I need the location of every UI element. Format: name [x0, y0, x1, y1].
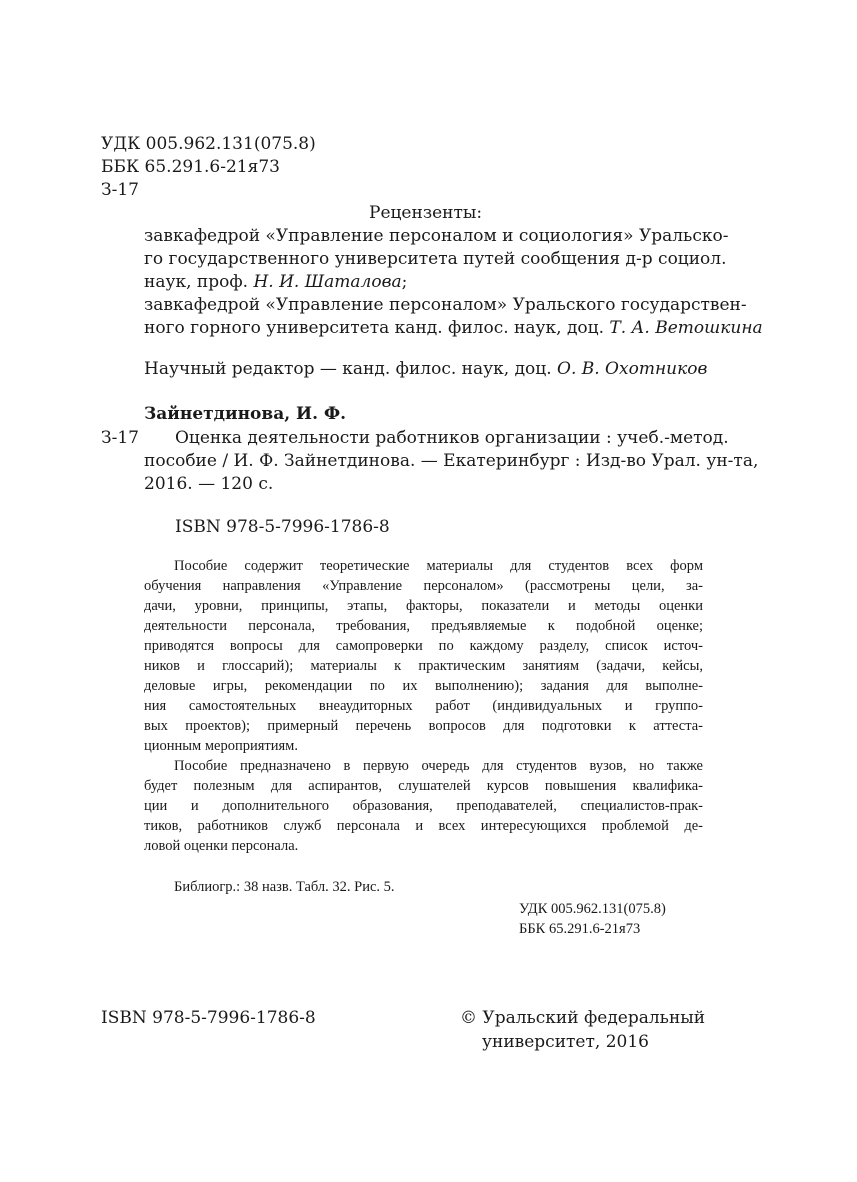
- bibliography-note: Библиогр.: 38 назв. Табл. 32. Рис. 5.: [174, 879, 395, 895]
- reviewer-1-line: го государственного университета путей сообщения д-р социол.: [144, 249, 727, 269]
- reviewer-2-line: завкафедрой «Управление персоналом» Уральского государствен-: [144, 295, 747, 315]
- abstract-line: ционным мероприятиям.: [144, 738, 298, 754]
- scientific-editor: [144, 357, 707, 381]
- abstract-line: вых проектов); примерный перечень вопросов для подготовки к аттеста-: [144, 718, 703, 734]
- entry-code: З-17: [101, 428, 139, 448]
- reviewer-1-name: Н. И. Шаталова: [253, 272, 402, 292]
- reviewer-1-line: завкафедрой «Управление персоналом и социология» Уральско-: [144, 226, 729, 246]
- abstract-line: обучения направления «Управление персоналом» (рассмотрены цели, за-: [144, 578, 703, 594]
- entry-isbn: ISBN 978-5-7996-1786-8: [175, 517, 390, 537]
- reviewer-1-line: [144, 270, 407, 294]
- entry-title-line: 2016. — 120 с.: [144, 474, 274, 494]
- udk-code: УДК 005.962.131(075.8): [101, 134, 316, 154]
- udk-code-bottom: УДК 005.962.131(075.8): [519, 901, 666, 917]
- abstract-line: ции и дополнительного образования, преподавателей, специалистов-прак-: [144, 798, 703, 814]
- editor-prefix: Научный редактор — канд. филос. наук, доц.: [144, 359, 558, 379]
- reviewers-title: Рецензенты:: [369, 203, 483, 223]
- editor-name: О. В. Охотников: [557, 359, 708, 379]
- bbk-code-bottom: ББК 65.291.6-21я73: [519, 921, 641, 937]
- bbk-code: ББК 65.291.6-21я73: [101, 157, 280, 177]
- copyright-line: © Уральский федеральный: [460, 1008, 706, 1028]
- abstract-line: тиков, работников служб персонала и всех интересующихся проблемой де-: [144, 818, 703, 834]
- reviewer-1-suffix: ;: [401, 272, 408, 292]
- reviewer-2-line: [144, 316, 763, 340]
- abstract-line: деловые игры, рекомендации по их выполнению); задания для выполне-: [144, 678, 703, 694]
- copyright-line: университет, 2016: [482, 1032, 649, 1052]
- abstract-line: будет полезным для аспирантов, слушателей курсов повышения квалифика-: [144, 778, 703, 794]
- abstract-line: дачи, уровни, принципы, этапы, факторы, показатели и методы оценки: [144, 598, 703, 614]
- reviewer-2-name: Т. А. Ветошкина: [609, 318, 763, 338]
- abstract-line: приводятся вопросы для самопроверки по каждому разделу, список источ-: [144, 638, 703, 654]
- footer-isbn: ISBN 978-5-7996-1786-8: [101, 1008, 316, 1028]
- abstract-line: ловой оценки персонала.: [144, 838, 299, 854]
- reviewer-1-prefix: наук, проф.: [144, 272, 254, 292]
- abstract-line: Пособие предназначено в первую очередь для студентов вузов, но также: [174, 758, 703, 774]
- entry-title-line: пособие / И. Ф. Зайнетдинова. — Екатеринбург : Изд-во Урал. ун-та,: [144, 451, 759, 471]
- abstract-line: Пособие содержит теоретические материалы для студентов всех форм: [174, 558, 703, 574]
- abstract-line: ников и глоссарий); материалы к практическим занятиям (задачи, кейсы,: [144, 658, 703, 674]
- entry-title-line: Оценка деятельности работников организации : учеб.-метод.: [175, 428, 729, 448]
- abstract-line: деятельности персонала, требования, предъявляемые к подобной оценке;: [144, 618, 703, 634]
- entry-author: Зайнетдинова, И. Ф.: [144, 404, 347, 424]
- reviewer-2-prefix: ного горного университета канд. филос. наук, доц.: [144, 318, 610, 338]
- abstract-line: ния самостоятельных внеаудиторных работ (индивидуальных и группо-: [144, 698, 703, 714]
- author-mark: З-17: [101, 180, 139, 200]
